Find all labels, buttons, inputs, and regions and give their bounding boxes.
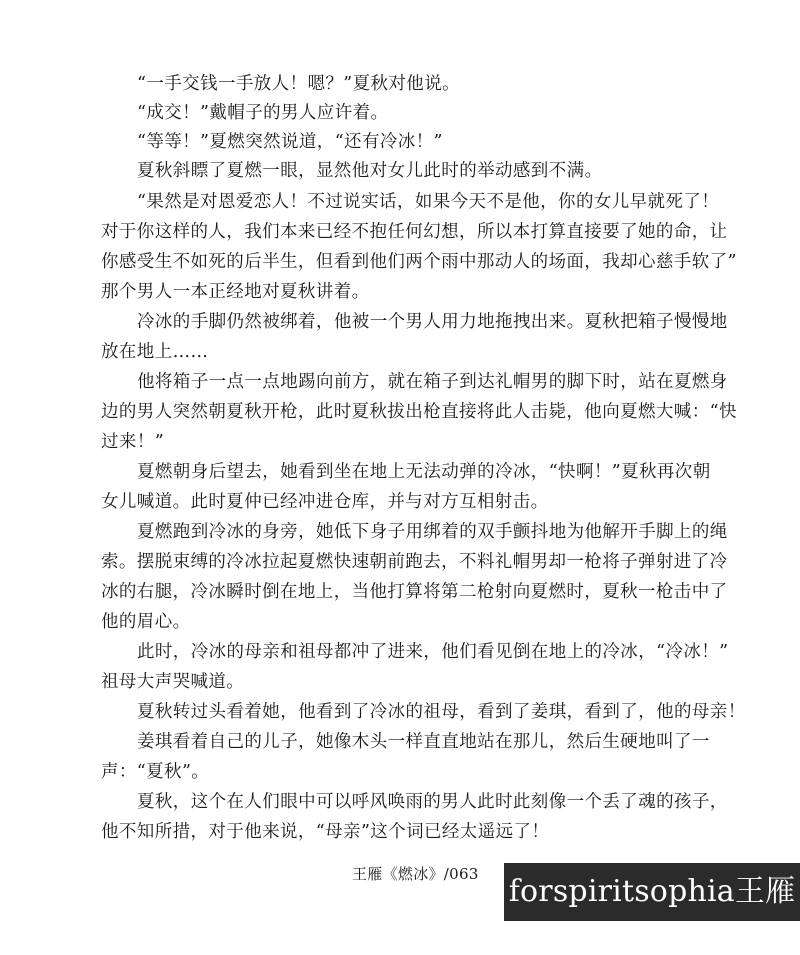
text-line: 夏燃跑到冷冰的身旁，她低下身子用绑着的双手颤抖地为他解开手脚上的绳	[137, 522, 728, 542]
text-line: 边的男人突然朝夏秋开枪，此时夏秋拔出枪直接将此人击毙，他向夏燃大喊：“快	[101, 402, 737, 422]
text-line: 他的眉心。	[101, 612, 191, 632]
page-footer: 王雁《燃冰》/063	[352, 865, 479, 883]
text-line: 对于你这样的人，我们本来已经不抱任何幻想，所以本打算直接要了她的命，让	[101, 222, 728, 242]
text-line: 夏秋斜瞟了夏燃一眼，显然他对女儿此时的举动感到不满。	[137, 161, 603, 181]
text-line: 你感受生不如死的后半生，但看到他们两个雨中那动人的场面，我却心慈手软了”	[101, 252, 737, 272]
text-line: 他将箱子一点一点地踢向前方，就在箱子到达礼帽男的脚下时，站在夏燃身	[137, 372, 728, 392]
watermark: forspiritsophia王雁	[504, 863, 800, 921]
text-line: 此时，冷冰的母亲和祖母都冲了进来，他们看见倒在地上的冷冰，“冷冰！”	[137, 642, 729, 662]
text-line: 祖母大声哭喊道。	[101, 672, 245, 692]
text-line: 声：“夏秋”。	[101, 762, 210, 782]
text-line: 夏燃朝身后望去，她看到坐在地上无法动弹的冷冰，“快啊！”夏秋再次朝	[137, 462, 711, 482]
text-line: “成交！”戴帽子的男人应许着。	[137, 103, 389, 123]
text-line: 女儿喊道。此时夏仲已经冲进仓库，并与对方互相射击。	[101, 492, 549, 512]
text-line: 夏秋，这个在人们眼中可以呼风唤雨的男人此时此刻像一个丢了魂的孩子，	[137, 792, 728, 812]
text-line: 那个男人一本正经地对夏秋讲着。	[101, 282, 370, 302]
text-line: 冰的右腿，冷冰瞬时倒在地上，当他打算将第二枪射向夏燃时，夏秋一枪击中了	[101, 582, 728, 602]
text-line: 过来！”	[101, 432, 165, 452]
text-line: 他不知所措，对于他来说，“母亲”这个词已经太遥远了！	[101, 822, 550, 842]
text-line: “一手交钱一手放人！嗯？”夏秋对他说。	[137, 74, 460, 94]
text-line: “等等！”夏燃突然说道，“还有冷冰！”	[137, 132, 443, 152]
text-line: “果然是对恩爱恋人！不过说实话，如果今天不是他，你的女儿早就死了！	[137, 192, 720, 212]
text-line: 姜琪看着自己的儿子，她像木头一样直直地站在那儿，然后生硬地叫了一	[137, 732, 710, 752]
text-line: 放在地上……	[101, 342, 209, 362]
text-line: 索。摆脱束缚的冷冰拉起夏燃快速朝前跑去，不料礼帽男却一枪将子弹射进了冷	[101, 552, 728, 572]
text-line: 夏秋转过头看着她，他看到了冷冰的祖母，看到了姜琪，看到了，他的母亲！	[137, 702, 746, 722]
text-line: 冷冰的手脚仍然被绑着，他被一个男人用力地拖拽出来。夏秋把箱子慢慢地	[137, 312, 728, 332]
